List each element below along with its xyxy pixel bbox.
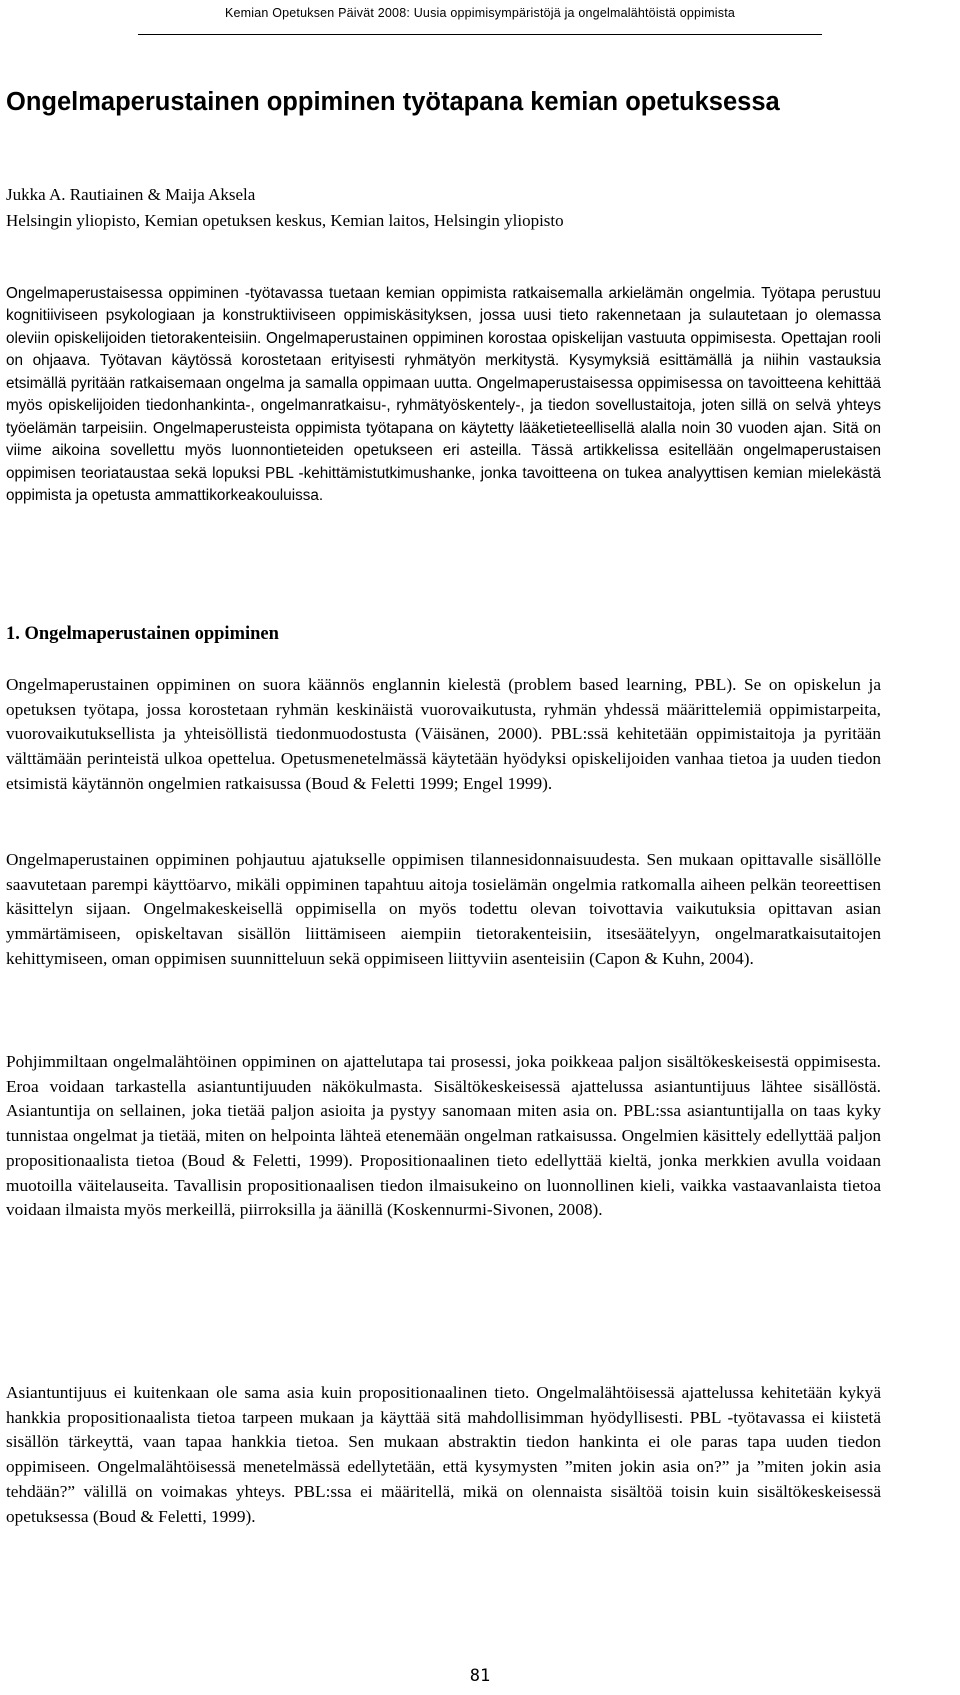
header-rule: [138, 34, 822, 35]
affiliation: Helsingin yliopisto, Kemian opetuksen keskus, Kemian laitos, Helsingin yliopisto: [6, 211, 564, 230]
body-paragraph: Pohjimmiltaan ongelmalähtöinen oppiminen on ajattelutapa tai prosessi, joka poikkeaa paljon sisältökeskeisestä oppimisesta. Eroa voidaan tarkastella asiantuntijuuden näkökulmasta. Sisältökeskeisessä ajattelussa asiantuntijuus lähtee sisällöstä. Asiantuntija on sellainen, joka tietää paljon asioita ja pystyy sanomaan miten asia on. PBL:ssa asiantuntijalla on taas kyky tunnistaa ongelmat ja tietää, miten on helpointa lähteä etenemään ongelman ratkaisussa. Ongelmien käsittely edellyttää paljon propositionaalista tietoa (Boud & Feletti, 1999). Propositionaalinen tieto edellyttää kieltä, jonka merkkien avulla voidaan muotoilla väitelauseita. Tavallisin propositionaalisen tiedon ilmaisukeino on luonnollinen kieli, vaikka vastaavanlaista tietoa voidaan ilmaista myös merkeillä, piirroksilla ja äänillä (Koskennurmi-Sivonen, 2008).: [6, 1052, 881, 1220]
body-paragraph: Asiantuntijuus ei kuitenkaan ole sama asia kuin propositionaalinen tieto. Ongelmalähtöisessä ajattelussa kehitetään kykyä hankkia propositionaalista tietoa tarpeen mukaan ja käyttää sitä mahdollisimman hyödyllisesti. PBL -työtavassa ei kiistetä sisällön tärkeyttä, vaan tapaa hankkia tietoa. Sen mukaan abstraktin tiedon hankinta ei ole paras tapa uuden tiedon oppimiseen. Ongelmalähtöisessä menetelmässä edellytetään, että kysymysten ”miten jokin asia on?” ja ”miten jokin asia tehdään?” välillä on voimakas yhteys. PBL:ssa ei määritellä, mikä on olennaista sisältöä toisin kuin sisältökeskeisessä opetuksessa (Boud & Feletti, 1999).: [6, 1383, 881, 1526]
page-number: 81: [469, 1666, 491, 1686]
body-paragraph: Ongelmaperustainen oppiminen pohjautuu ajatukselle oppimisen tilannesidonnaisuudesta. Sen mukaan opittavalle sisällölle saavutetaan parempi käyttöarvo, mikäli oppiminen tapahtuu aitoja tosielämän ongelmia ratkomalla aiheen pelkän teoreettisen käsittelyn sijaan. Ongelmakeskeisellä oppimisella on myös todettu olevan toivottavia vaikutuksia opittavan asian ymmärtämiseen, opiskeltavan sisällön liittämiseen aiempiin tietorakenteisiin, itsesäätelyyn, ongelmaratkaisutaitojen kehittymiseen, oman oppimisen suunnitteluun sekä oppimiseen liittyviin asenteisiin (Capon & Kuhn, 2004).: [6, 850, 881, 968]
body-paragraph: Ongelmaperustainen oppiminen on suora käännös englannin kielestä (problem based learning, PBL). Se on opiskelun ja opetuksen työtapa, jossa korostetaan ryhmän keskinäistä vuorovaikutusta, ryhmän yhdessä määrittelemiä oppimistarpeita, vuorovaikutuksellista ja yhteisöllistä tiedonmuodostusta (Väisänen, 2000). PBL:ssä kehitetään oppimistaitoja ja pyritään välttämään perinteistä ulkoa opettelua. Opetusmenetelmässä käytetään hyödyksi opiskelijoiden vanhaa tietoa ja uuden tiedon etsimistä käytännön ongelmien ratkaisussa (Boud & Feletti 1999; Engel 1999).: [6, 675, 881, 793]
authors: Jukka A. Rautiainen & Maija Aksela: [6, 185, 256, 204]
running-header: Kemian Opetuksen Päivät 2008: Uusia oppimisympäristöjä ja ongelmalähtöistä oppimista: [224, 6, 736, 20]
section-heading: 1. Ongelmaperustainen oppiminen: [6, 624, 279, 644]
abstract: Ongelmaperustaisessa oppiminen -työtavassa tuetaan kemian oppimista ratkaisemalla arkielämän ongelmia. Työtapa perustuu kognitiiviseen psykologiaan ja konstruktiiviseen oppimiskäsityksen, jossa uusi tieto rakennetaan ja sulautetaan jo olemassa oleviin opiskelijoiden tietorakenteisiin. Ongelmaperustainen oppiminen korostaa opiskelijan vastuuta oppimisesta. Opettajan rooli on ohjaava. Työtavan käytössä korostetaan erityisesti ryhmätyön merkitystä. Kysymyksiä esittämällä ja niihin vastauksia etsimällä pyritään ratkaisemaan ongelma ja samalla oppimaan uutta. Ongelmaperustaisessa oppimisessa on tavoitteena kehittää myös opiskelijoiden tiedonhankinta-, ongelmanratkaisu-, ryhmätyöskentely-, ja tiedon sovellustaitoja, joten sillä on selvä yhteys työelämän tarpeisiin. Ongelmaperusteista oppimista työtapana on käytetty lääketieteellisellä alalla noin 30 vuoden ajan. Sitä on viime aikoina sovellettu myös luonnontieteiden opetukseen eri asteilla. Tässä artikkelissa esitellään ongelmaperustaisen oppimisen teoriataustaa sekä lopuksi PBL -kehittämistutkimushanke, jonka tavoitteena on tukea analyyttisen kemian mielekästä oppimista ja opetusta ammattikorkeakouluissa.: [6, 285, 881, 505]
author-block: [6, 182, 946, 234]
article-title: Ongelmaperustainen oppiminen työtapana kemian opetuksessa: [6, 88, 780, 116]
